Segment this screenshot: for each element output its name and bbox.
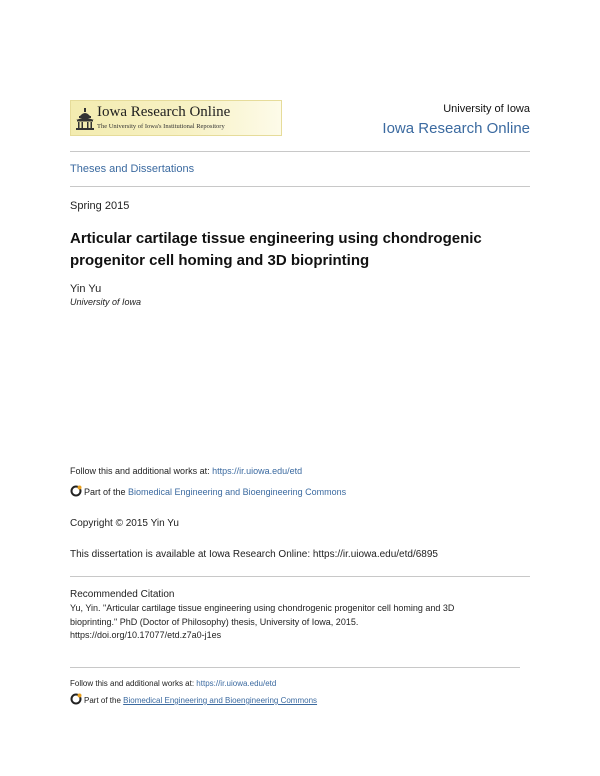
footer-part-of-line bbox=[70, 693, 317, 705]
network-commons-icon bbox=[70, 693, 82, 705]
footer-follow-url-link[interactable]: https://ir.uiowa.edu/etd bbox=[196, 679, 277, 688]
citation-doi-link[interactable]: https://doi.org/10.17077/etd.z7a0-j1es bbox=[70, 630, 222, 640]
footer-follow-line bbox=[70, 679, 276, 688]
citation-line-2: bioprinting." PhD (Doctor of Philosophy) thesis, University of Iowa, 2015. bbox=[70, 617, 359, 627]
commons-link[interactable]: Biomedical Engineering and Bioengineering Commons bbox=[128, 487, 347, 497]
follow-line bbox=[70, 466, 302, 476]
old-capitol-icon bbox=[75, 108, 95, 130]
part-of-prefix: Part of the bbox=[84, 487, 129, 497]
collection-link[interactable]: Theses and Dissertations bbox=[70, 163, 195, 175]
divider bbox=[70, 186, 530, 187]
network-commons-icon bbox=[70, 485, 82, 497]
copyright: Copyright © 2015 Yin Yu bbox=[70, 518, 179, 529]
university-link[interactable]: University of Iowa bbox=[443, 103, 530, 115]
logo-title: Iowa Research Online bbox=[97, 104, 231, 120]
document-title: Articular cartilage tissue engineering using chondrogenic progenitor cell homing and 3D bioprinting bbox=[70, 230, 482, 269]
repository-link[interactable]: Iowa Research Online bbox=[382, 120, 530, 137]
author-affiliation: University of Iowa bbox=[70, 297, 142, 307]
citation-heading: Recommended Citation bbox=[70, 589, 175, 600]
repository-logo[interactable] bbox=[70, 100, 282, 136]
author-name: Yin Yu bbox=[70, 283, 102, 295]
logo-subtitle: The University of Iowa's Institutional Repository bbox=[97, 123, 225, 130]
divider bbox=[70, 151, 530, 152]
part-of-line bbox=[70, 485, 346, 497]
follow-url-link[interactable]: https://ir.uiowa.edu/etd bbox=[212, 466, 303, 476]
footer-commons-link[interactable]: Biomedical Engineering and Bioengineering Commons bbox=[123, 696, 318, 705]
divider bbox=[70, 667, 520, 668]
publication-date: Spring 2015 bbox=[70, 200, 130, 212]
divider bbox=[70, 576, 530, 577]
footer-follow-prefix: Follow this and additional works at: bbox=[70, 679, 197, 688]
availability-statement: This dissertation is available at Iowa Research Online: https://ir.uiowa.edu/etd/6895 bbox=[70, 549, 438, 560]
follow-prefix: Follow this and additional works at: bbox=[70, 466, 213, 476]
citation-line-1: Yu, Yin. "Articular cartilage tissue engineering using chondrogenic progenitor cell homing and 3D bbox=[70, 603, 455, 613]
footer-part-of-prefix: Part of the bbox=[84, 696, 124, 705]
